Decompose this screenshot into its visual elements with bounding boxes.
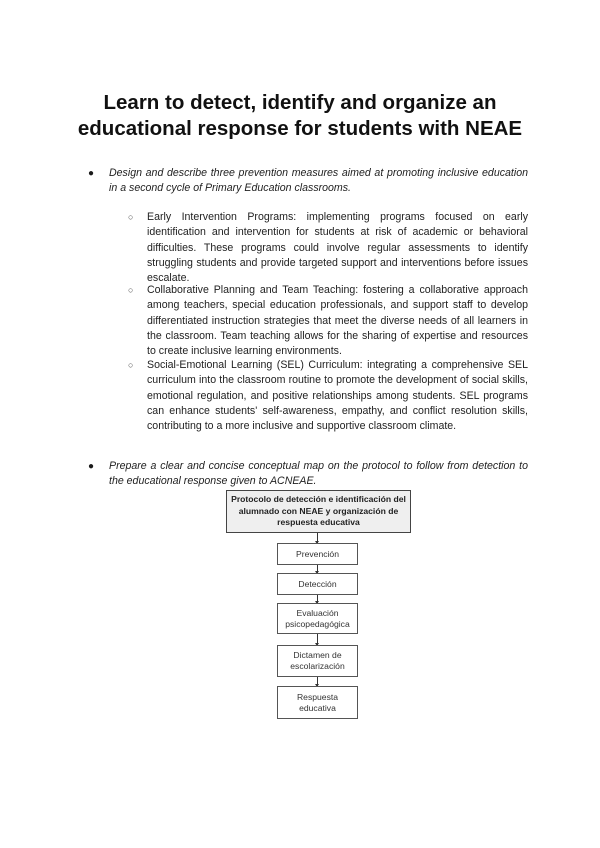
flow-arrow xyxy=(317,634,318,645)
sub-item-early-intervention xyxy=(128,210,528,286)
sub-item-sel-curriculum xyxy=(128,358,528,434)
flow-step-deteccion: Detección xyxy=(277,573,358,595)
flow-step-prevencion: Prevención xyxy=(277,543,358,565)
bullet-item-conceptual-map xyxy=(88,459,528,489)
flow-step-respuesta: Respuesta educativa xyxy=(277,686,358,719)
sub-bullet-marker: ○ xyxy=(128,360,134,370)
flow-arrow xyxy=(317,533,318,543)
sub-bullet-marker: ○ xyxy=(128,285,134,295)
flowchart-header-box: Protocolo de detección e identificación del alumnado con NEAE y organización de respuesta educativa xyxy=(226,490,411,533)
sub-item-text: Social-Emotional Learning (SEL) Curriculum: integrating a comprehensive SEL curriculum into the classroom routine to promote the development of social skills, emotional regulation, and positive relationships among students. SEL programs can enhance students' self-awareness, empathy, and conflict resolution skills, contributing to a more inclusive and supportive classroom climate. xyxy=(147,359,528,433)
bullet-marker: ● xyxy=(88,461,95,472)
bullet-marker: ● xyxy=(88,168,95,179)
flow-arrow xyxy=(317,595,318,603)
sub-item-text: Collaborative Planning and Team Teaching: fostering a collaborative approach among teachers, special education professionals, and support staff to develop differentiated instruction strategies that meet the diverse needs of all learners in the classroom. Team teaching allows for the sharing of expertise and resources to create inclusive learning environments. xyxy=(147,284,528,358)
bullet-text: Prepare a clear and concise conceptual map on the protocol to follow from detection to the educational response given to ACNEAE. xyxy=(109,460,528,488)
flow-arrow xyxy=(317,677,318,686)
flow-arrow xyxy=(317,565,318,573)
flow-step-dictamen: Dictamen de escolarización xyxy=(277,645,358,677)
document-title: Learn to detect, identify and organize an educational response for students with NEAE xyxy=(77,91,523,140)
bullet-item-prevention-measures xyxy=(88,166,528,196)
flow-step-evaluacion: Evaluación psicopedagógica xyxy=(277,603,358,634)
sub-bullet-marker: ○ xyxy=(128,212,134,222)
sub-item-text: Early Intervention Programs: implementing programs focused on early identification and intervention for students at risk of academic or behavioral difficulties. These programs could involve regular assessments to identify struggling students and provide targeted support and interventions before issues escalate. xyxy=(147,211,528,285)
bullet-text: Design and describe three prevention measures aimed at promoting inclusive education in a second cycle of Primary Education classrooms. xyxy=(109,167,528,195)
sub-item-collaborative-planning xyxy=(128,283,528,359)
